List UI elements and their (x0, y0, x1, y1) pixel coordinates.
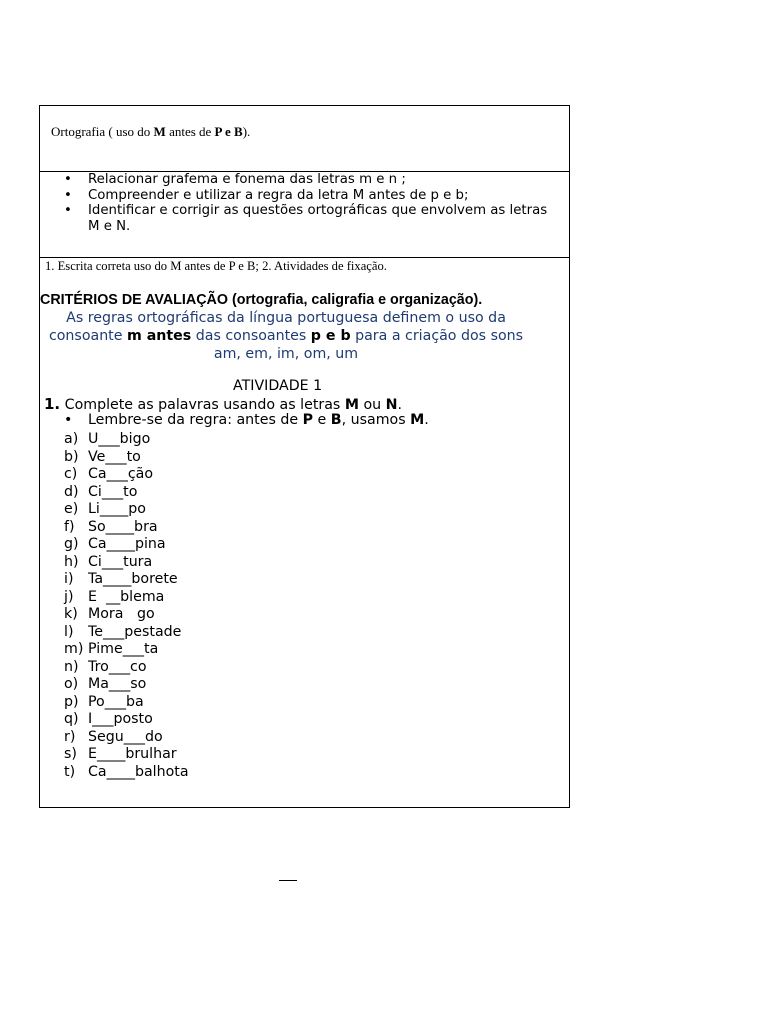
word-text: So____bra (88, 518, 158, 535)
item-letter: l) (64, 623, 74, 640)
word-text: Ca____pina (88, 536, 166, 552)
word-item (64, 641, 189, 659)
word-item (64, 624, 189, 642)
word-text: E __blema (88, 588, 165, 605)
word-item (64, 536, 189, 554)
title-mid: antes de (165, 124, 215, 139)
item-letter: k) (64, 606, 78, 622)
objective-item (62, 188, 552, 204)
word-item (64, 606, 189, 624)
instruction-n: N (385, 397, 398, 413)
word-text: Ca___ção (88, 466, 154, 482)
word-text: E____brulhar (88, 746, 177, 762)
item-letter: d) (64, 483, 79, 500)
objective-item (62, 203, 552, 234)
title-row (40, 106, 569, 172)
item-letter: j) (64, 588, 74, 605)
item-letter: a) (64, 431, 79, 447)
word-item (64, 501, 189, 519)
word-item (64, 466, 189, 484)
word-item (64, 729, 189, 747)
activity-title: ATIVIDADE 1 (233, 378, 323, 394)
title-pb: P e B (214, 124, 243, 139)
lesson-plan-table (39, 105, 570, 808)
item-letter: c) (64, 466, 78, 482)
reminder-and: e (313, 412, 331, 428)
item-letter: h) (64, 553, 79, 570)
word-text: Ta____borete (88, 571, 178, 587)
reminder-m: M (410, 412, 425, 428)
rule-bold-2: p e b (310, 328, 351, 344)
lesson-title (51, 124, 250, 140)
rule-text-2: das consoantes (191, 328, 311, 344)
word-item (64, 676, 189, 694)
objective-text: Compreender e utilizar a regra da letra M antes de p e b; (88, 187, 469, 203)
word-text: Ma___so (88, 676, 147, 692)
title-suffix: ). (242, 124, 251, 139)
item-letter: i) (64, 571, 74, 587)
word-text: Ci___to (88, 483, 138, 500)
word-item (64, 589, 189, 607)
bullet-icon: • (64, 412, 73, 428)
word-item (64, 431, 189, 449)
word-text: Po___ba (88, 693, 144, 710)
reminder-text: Lembre-se da regra: antes de (88, 412, 303, 428)
word-text: Mora go (88, 606, 155, 622)
word-item (64, 764, 189, 782)
item-letter: p) (64, 693, 79, 710)
objectives-list (62, 172, 552, 234)
word-item (64, 484, 189, 502)
objectives-row (40, 172, 569, 258)
contents-line: 1. Escrita correta uso do M antes de P e B; 2. Atividades de fixação. (45, 259, 387, 273)
instruction-m: M (344, 397, 359, 413)
item-letter: n) (64, 658, 79, 675)
word-text: Pime___ta (88, 641, 159, 657)
word-text: Tro___co (88, 658, 147, 675)
title-prefix: Ortografia ( uso do (51, 124, 154, 139)
word-list (64, 431, 189, 781)
bullet-icon: • (64, 187, 72, 203)
rule-text-3: para a criação dos sons am, em, im, om, um (213, 328, 524, 362)
word-text: Li____po (88, 501, 146, 517)
item-letter: e) (64, 501, 79, 517)
word-item (64, 694, 189, 712)
question-number: 1. (44, 395, 61, 413)
item-letter: g) (64, 536, 79, 552)
objective-text: Identificar e corrigir as questões ortográficas que envolvem as letras M e N. (88, 203, 548, 234)
word-text: Ca____balhota (88, 763, 189, 780)
word-text: Segu___do (88, 728, 163, 745)
item-letter: q) (64, 711, 79, 727)
question-1 (44, 395, 402, 413)
word-text: Ve___to (88, 448, 141, 465)
item-letter: o) (64, 676, 79, 692)
word-item (64, 659, 189, 677)
instruction-text: Complete as palavras usando as letras (64, 397, 345, 413)
item-letter: m) (64, 641, 84, 657)
rule-bold-1: m antes (126, 328, 192, 344)
instruction-mid: ou (358, 397, 386, 413)
stray-underline (279, 880, 297, 881)
word-text: I___posto (88, 711, 153, 727)
rule-text-1: As regras ortográficas da língua portuguesa definem o uso da consoante (48, 310, 506, 344)
item-letter: t) (64, 763, 76, 780)
item-letter: b) (64, 448, 79, 465)
reminder-mid: , usamos (341, 412, 411, 428)
objective-item (62, 172, 552, 188)
objective-text: Relacionar grafema e fonema das letras m e n ; (88, 172, 406, 187)
word-text: U___bigo (88, 431, 151, 447)
word-text: Ci___tura (88, 553, 153, 570)
word-item (64, 571, 189, 589)
bullet-icon: • (64, 172, 72, 187)
rule-reminder (64, 412, 429, 428)
item-letter: f) (64, 518, 75, 535)
title-m: M (153, 124, 166, 139)
word-item (64, 746, 189, 764)
reminder-p: P (302, 412, 314, 428)
word-item (64, 711, 189, 729)
item-letter: s) (64, 746, 77, 762)
reminder-suffix: . (424, 412, 429, 428)
bullet-icon: • (64, 203, 72, 218)
rule-paragraph (40, 309, 532, 363)
item-letter: r) (64, 728, 76, 745)
reminder-b: B (330, 412, 342, 428)
word-item (64, 449, 189, 467)
word-item (64, 554, 189, 572)
word-item (64, 519, 189, 537)
criteria-heading: CRITÉRIOS DE AVALIAÇÃO (ortografia, caligrafia e organização). (40, 292, 483, 308)
instruction-suffix: . (397, 397, 403, 413)
word-text: Te___pestade (88, 623, 182, 640)
